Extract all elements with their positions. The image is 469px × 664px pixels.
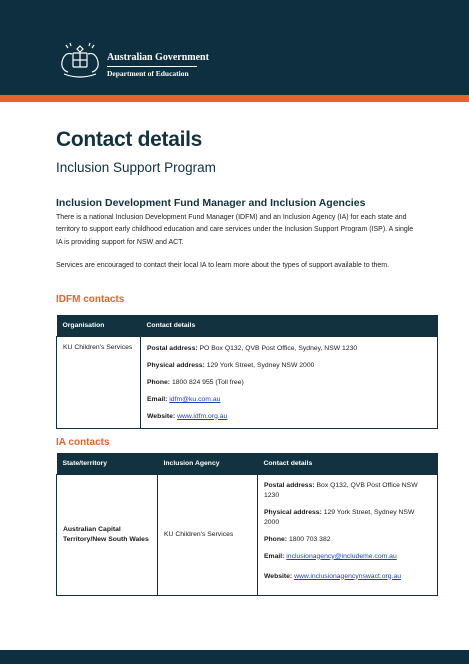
section-heading: Inclusion Development Fund Manager and Inclusion Agencies <box>56 197 366 209</box>
gov-name: Australian Government <box>107 52 209 63</box>
department-name: Department of Education <box>107 69 189 78</box>
email-link[interactable]: inclusionagency@includeme.com.au <box>286 552 397 560</box>
page-subtitle: Inclusion Support Program <box>56 160 216 175</box>
table-header-row <box>57 315 438 336</box>
email: Email: inclusionagency@includeme.com.au <box>264 552 397 560</box>
website: Website: www.inclusionagencynswact.org.au <box>264 572 402 580</box>
accent-stripe <box>0 95 469 102</box>
organisation-cell: KU Children's Services <box>57 336 141 428</box>
ia-contacts-table <box>56 453 438 596</box>
col-contact-details: Contact details <box>258 453 438 474</box>
postal-address: Postal address: PO Box Q132, QVB Post Office, Sydney, NSW 1230 <box>147 344 358 352</box>
page-title: Contact details <box>56 128 203 151</box>
footer-band <box>0 650 469 664</box>
table-row <box>57 336 438 428</box>
agency-cell: KU Children's Services <box>158 474 258 595</box>
phone: Phone: 1800 703 382 <box>264 535 331 543</box>
col-contact-details: Contact details <box>141 315 438 336</box>
gov-divider <box>107 66 197 67</box>
table-header-row <box>57 453 438 474</box>
table-row <box>57 474 438 595</box>
col-state-territory: State/territory <box>57 453 158 474</box>
email-link[interactable]: idfm@ku.com.au <box>169 395 221 403</box>
postal-address: Postal address: Box Q132, QVB Post Office NSW 1230 <box>264 481 418 499</box>
government-logo-text <box>107 52 209 78</box>
col-organisation: Organisation <box>57 315 141 336</box>
website-link[interactable]: www.inclusionagencynswact.org.au <box>294 572 402 580</box>
physical-address: Physical address: 129 York Street, Sydney NSW 2000 <box>264 508 415 526</box>
header-banner <box>0 0 469 95</box>
phone: Phone: 1800 824 955 (Toll free) <box>147 378 244 386</box>
email: Email: idfm@ku.com.au <box>147 395 221 403</box>
contact-details-cell <box>258 474 438 595</box>
idfm-contacts-table <box>56 315 438 429</box>
contact-details-cell <box>141 336 438 428</box>
idfm-contacts-heading: IDFM contacts <box>56 294 125 305</box>
website-link[interactable]: www.idfm.org.au <box>177 412 228 420</box>
website: Website: www.idfm.org.au <box>147 412 228 420</box>
ia-contacts-heading: IA contacts <box>56 437 110 448</box>
services-paragraph: Services are encouraged to contact their local IA to learn more about the types of support available to them. <box>56 262 390 269</box>
coat-of-arms-icon <box>56 40 104 80</box>
intro-paragraph: There is a national Inclusion Development Fund Manager (IDFM) and an Inclusion Agency (IA) for each state and territory to support early childhood education and care services under the Inclusion Support Program (ISP). A single IA is providing support for NSW and ACT. <box>56 214 414 246</box>
physical-address: Physical address: 129 York Street, Sydney NSW 2000 <box>147 361 315 369</box>
col-inclusion-agency: Inclusion Agency <box>158 453 258 474</box>
state-cell: Australian Capital Territory/New South Wales <box>57 474 158 595</box>
